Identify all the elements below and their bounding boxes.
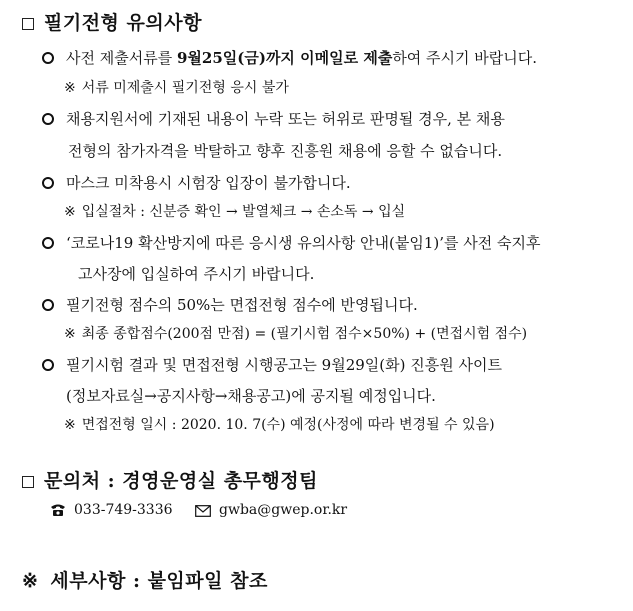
footer-note: ※ 세부사항 : 붙임파일 참조	[22, 570, 268, 592]
list-item: 사전 제출서류를 9월25일(금)까지 이메일로 제출하여 주시기 바랍니다.	[42, 47, 537, 68]
email-address[interactable]: gwba@gwep.or.kr	[219, 502, 348, 518]
list-item: 마스크 미착용시 시험장 입장이 불가합니다.	[42, 172, 351, 193]
list-note: ※ 면접전형 일시 : 2020. 10. 7(수) 예정(사정에 따라 변경될 수 있음)	[64, 417, 495, 433]
list-item-continuation: 고사장에 입실하여 주시기 바랍니다.	[78, 265, 315, 283]
bullet-circle-icon	[42, 177, 54, 189]
checkbox-square-icon	[22, 18, 34, 30]
list-note: ※ 입실절차 : 신분증 확인 → 발열체크 → 손소독 → 입실	[64, 204, 406, 220]
list-item: 필기전형 점수의 50%는 면접전형 점수에 반영됩니다.	[42, 294, 418, 315]
section-title-notice: 필기전형 유의사항	[22, 8, 202, 35]
bullet-circle-icon	[42, 113, 54, 125]
bullet-circle-icon	[42, 299, 54, 311]
phone-icon	[50, 502, 66, 518]
contact-line	[50, 502, 347, 518]
list-item-continuation: (정보자료실→공지사항→채용공고)에 공지될 예정입니다.	[66, 387, 436, 405]
list-item: ‘코로나19 확산방지에 따른 응시생 유의사항 안내(붙임1)’를 사전 숙지후	[42, 232, 540, 253]
list-item: 채용지원서에 기재된 내용이 누락 또는 허위로 판명될 경우, 본 채용	[42, 108, 505, 129]
list-item-continuation: 전형의 참가자격을 박탈하고 향후 진흥원 채용에 응할 수 없습니다.	[68, 142, 503, 160]
checkbox-square-icon	[22, 476, 34, 488]
phone-number: 033-749-3336	[74, 502, 173, 518]
bullet-circle-icon	[42, 237, 54, 249]
list-note: ※ 최종 종합점수(200점 만점) = (필기시험 점수×50%) + (면접시험 점수)	[64, 326, 528, 342]
list-item: 필기시험 결과 및 면접전형 시행공고는 9월29일(화) 진흥원 사이트	[42, 354, 502, 375]
bullet-circle-icon	[42, 52, 54, 64]
list-note: ※ 서류 미제출시 필기전형 응시 불가	[64, 80, 289, 96]
envelope-icon	[195, 502, 211, 518]
section-title-contact: 문의처 : 경영운영실 총무행정팀	[22, 466, 318, 493]
bullet-circle-icon	[42, 359, 54, 371]
